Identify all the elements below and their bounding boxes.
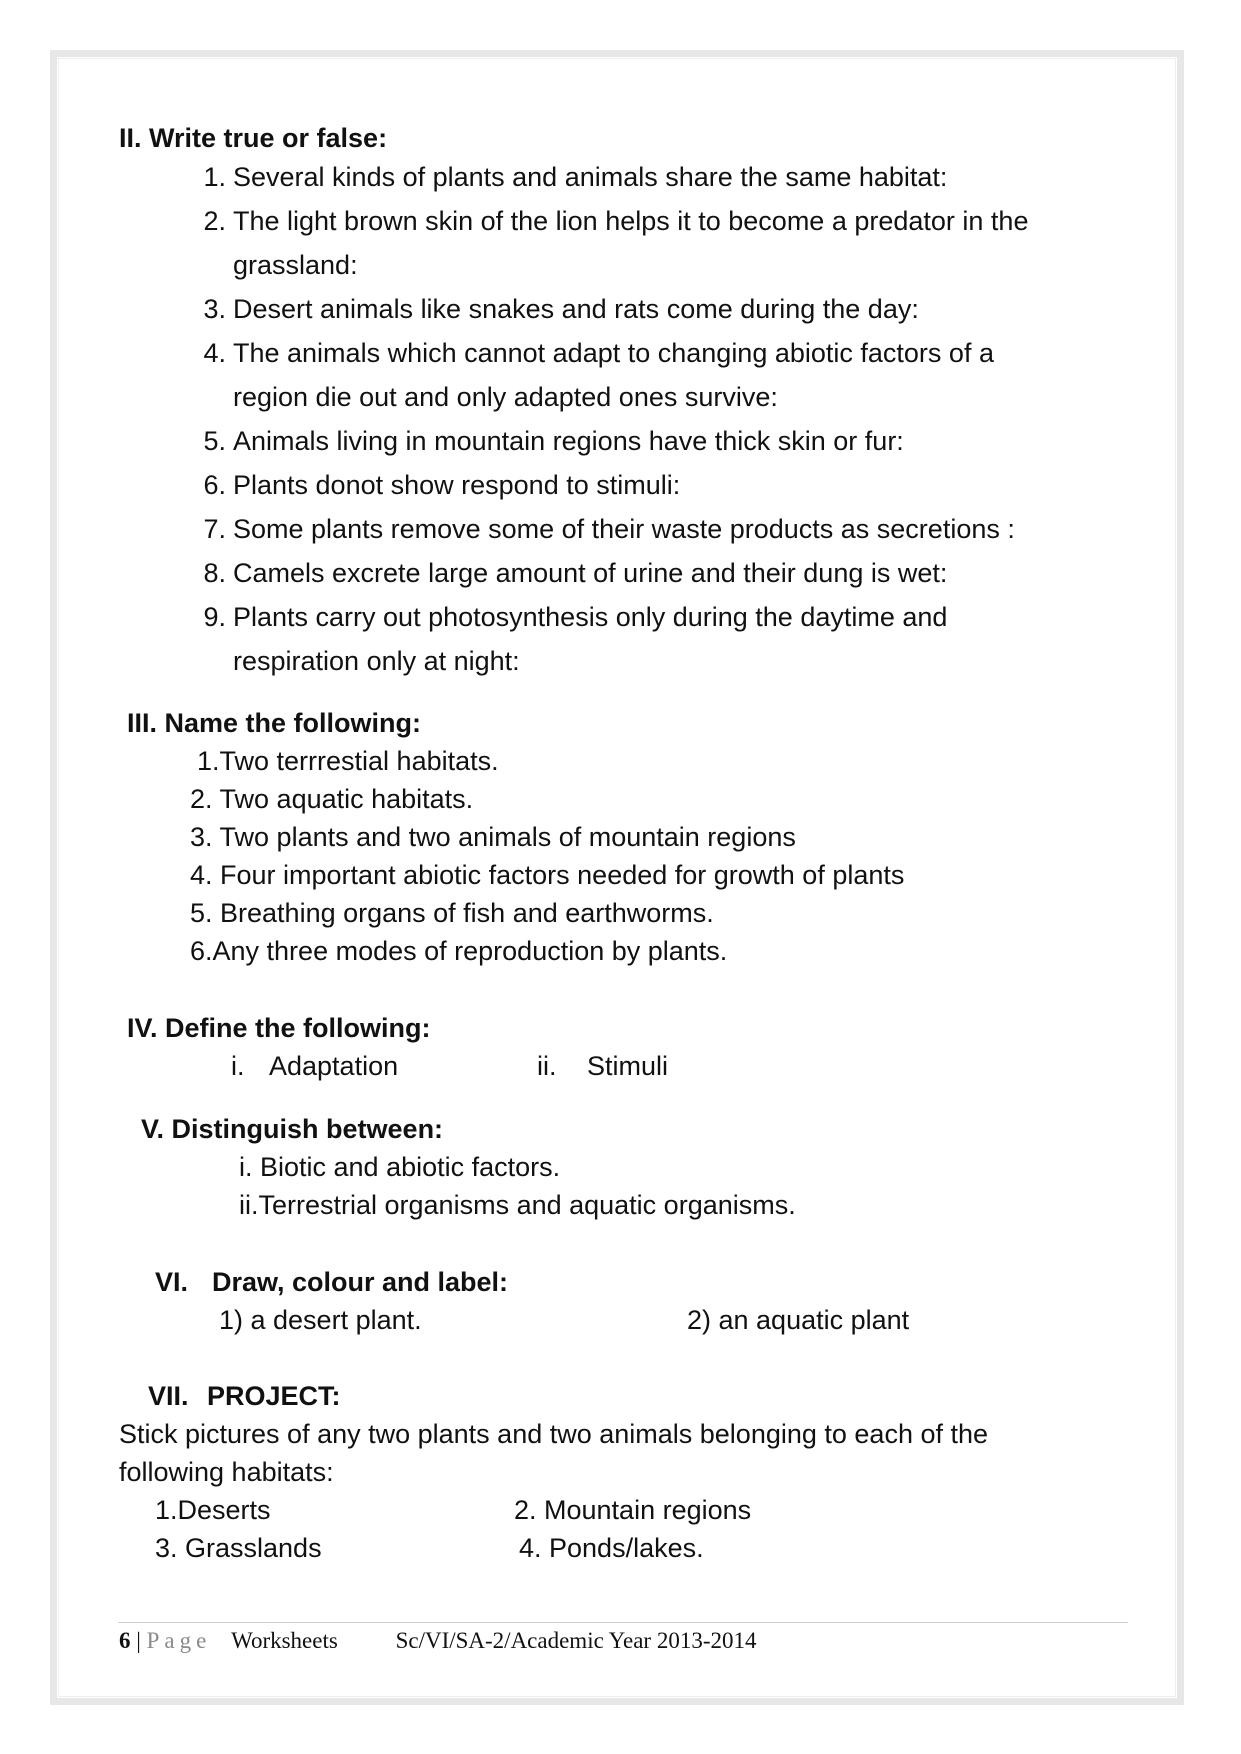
list-item: 1.Two terrrestial habitats. xyxy=(197,746,499,776)
section-heading-distinguish: V. Distinguish between: xyxy=(141,1114,444,1144)
list-item-number: 8. xyxy=(203,558,226,588)
list-item: 1.Deserts xyxy=(155,1495,271,1525)
list-item: 4. Ponds/lakes. xyxy=(519,1533,704,1563)
list-item: 2. Two aquatic habitats. xyxy=(190,784,474,814)
list-item-text: Several kinds of plants and animals share the same habitat: xyxy=(233,162,948,192)
list-item: 6.Any three modes of reproduction by plants. xyxy=(190,936,728,966)
list-item: 3. Grasslands xyxy=(155,1533,322,1563)
section-heading-draw: Draw, colour and label: xyxy=(212,1267,509,1297)
section-heading-name-following: III. Name the following: xyxy=(127,708,422,738)
list-item-number: 2. xyxy=(203,206,226,236)
list-item: 2) an aquatic plant xyxy=(687,1305,910,1335)
list-item-text: The light brown skin of the lion helps it to become a predator in the xyxy=(233,206,1029,236)
page-label: Page xyxy=(146,1628,212,1653)
list-item-number: 3. xyxy=(203,294,226,324)
footer-separator: | xyxy=(136,1628,141,1653)
list-item-text: Plants donot show respond to stimuli: xyxy=(233,470,681,500)
list-item-text: Desert animals like snakes and rats come during the day: xyxy=(233,294,919,324)
project-instructions: following habitats: xyxy=(119,1457,334,1487)
section-heading-true-false: II. Write true or false: xyxy=(119,123,388,153)
list-item: 4. Four important abiotic factors needed for growth of plants xyxy=(190,860,905,890)
section-heading-draw-number: VI. xyxy=(155,1267,189,1297)
list-item-number: 5. xyxy=(203,426,226,456)
project-instructions: Stick pictures of any two plants and two animals belonging to each of the xyxy=(119,1419,989,1449)
list-item-text: Plants carry out photosynthesis only during the daytime and xyxy=(233,602,948,632)
list-item-text: Camels excrete large amount of urine and their dung is wet: xyxy=(233,558,948,588)
list-item-number: 6. xyxy=(203,470,226,500)
list-item-number: i. xyxy=(231,1051,245,1081)
page-number: 6 xyxy=(119,1628,131,1653)
list-item: Adaptation xyxy=(269,1051,399,1081)
list-item-number: ii. xyxy=(537,1051,557,1081)
list-item-text: grassland: xyxy=(233,250,358,280)
list-item: 2. Mountain regions xyxy=(514,1495,752,1525)
list-item: ii.Terrestrial organisms and aquatic organisms. xyxy=(239,1190,796,1220)
footer-meta: Sc/VI/SA-2/Academic Year 2013-2014 xyxy=(395,1628,757,1653)
list-item-number: 9. xyxy=(203,602,226,632)
list-item-text: respiration only at night: xyxy=(233,646,520,676)
list-item-text: Animals living in mountain regions have thick skin or fur: xyxy=(233,426,904,456)
list-item: Stimuli xyxy=(587,1051,669,1081)
section-heading-define: IV. Define the following: xyxy=(127,1013,431,1043)
list-item: 5. Breathing organs of fish and earthworms. xyxy=(190,898,714,928)
footer-label: Worksheets xyxy=(231,1628,338,1653)
section-heading-project: PROJECT: xyxy=(207,1381,341,1411)
list-item-text: region die out and only adapted ones survive: xyxy=(233,382,778,412)
list-item: 3. Two plants and two animals of mountain regions xyxy=(190,822,796,852)
list-item-text: The animals which cannot adapt to changing abiotic factors of a xyxy=(233,338,994,368)
list-item-text: Some plants remove some of their waste products as secretions : xyxy=(233,514,1015,544)
list-item-number: 1. xyxy=(203,162,226,192)
list-item-number: 7. xyxy=(203,514,226,544)
list-item: 1) a desert plant. xyxy=(219,1305,422,1335)
footer-divider xyxy=(118,1622,1128,1623)
page-footer xyxy=(119,1628,756,1654)
list-item-number: 4. xyxy=(203,338,226,368)
section-heading-project-number: VII. xyxy=(148,1381,189,1411)
list-item: i. Biotic and abiotic factors. xyxy=(239,1152,561,1182)
